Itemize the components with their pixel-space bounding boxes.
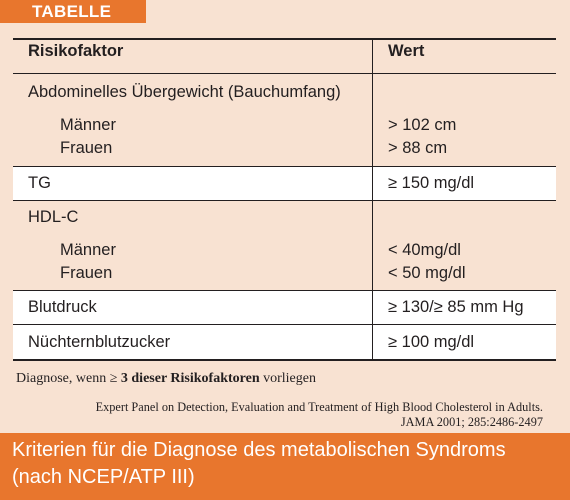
tg-label: TG (28, 174, 51, 192)
bp-value: ≥ 130/≥ 85 mm Hg (388, 298, 524, 316)
waist-men-value: > 102 cm (388, 116, 457, 134)
glucose-factor-cell (13, 325, 373, 359)
waist-factor-cell (13, 74, 373, 166)
source-reference (13, 400, 556, 430)
table-row-waist (13, 74, 556, 167)
header-factor-cell (13, 40, 373, 73)
table-row-bp (13, 291, 556, 325)
hdl-men-label: Männer (60, 241, 116, 259)
waist-title: Abdominelles Übergewicht (Bauchumfang) (28, 83, 341, 101)
waist-men-label: Männer (60, 116, 116, 134)
table-row-glucose (13, 325, 556, 359)
glucose-value: ≥ 100 mg/dl (388, 333, 475, 351)
table-tag: TABELLE (0, 0, 146, 23)
source-line-2: JAMA 2001; 285:2486-2497 (400, 415, 543, 429)
table-row-hdl (13, 201, 556, 291)
hdl-value-cell (373, 201, 556, 290)
bp-factor-cell (13, 291, 373, 324)
waist-value-cell (373, 74, 556, 166)
hdl-women-label: Frauen (60, 264, 113, 282)
table-row-tg (13, 167, 556, 201)
hdl-factor-cell (13, 201, 373, 290)
bp-value-cell (373, 291, 556, 324)
tg-value: ≥ 150 mg/dl (388, 174, 475, 192)
header-value: Wert (388, 42, 425, 60)
glucose-label: Nüchternblutzucker (28, 333, 171, 351)
table-header-row (13, 40, 556, 74)
tg-factor-cell (13, 167, 373, 200)
source-line-1: Expert Panel on Detection, Evaluation and Treatment of High Blood Cholesterol in Adults. (95, 400, 543, 414)
glucose-value-cell (373, 325, 556, 359)
diagnosis-prefix: Diagnose, wenn ≥ (16, 371, 118, 386)
risk-factor-table (13, 38, 556, 361)
header-factor: Risikofaktor (28, 42, 124, 60)
hdl-women-value: < 50 mg/dl (388, 264, 466, 282)
bp-label: Blutdruck (28, 298, 97, 316)
header-value-cell (373, 40, 556, 73)
waist-women-label: Frauen (60, 139, 113, 157)
diagnosis-suffix: vorliegen (263, 371, 316, 386)
tg-value-cell (373, 167, 556, 200)
waist-women-value: > 88 cm (388, 139, 448, 157)
diagnosis-bold: 3 dieser Risikofaktoren (120, 371, 260, 386)
hdl-men-value: < 40mg/dl (388, 241, 461, 259)
caption-line-1: Kriterien für die Diagnose des metabolischen Syndroms (12, 439, 506, 461)
table-notes (13, 369, 556, 430)
caption-line-2: (nach NCEP/ATP III) (12, 466, 195, 488)
hdl-title: HDL-C (28, 208, 79, 226)
figure-caption (0, 433, 570, 500)
diagnosis-note (13, 369, 556, 389)
